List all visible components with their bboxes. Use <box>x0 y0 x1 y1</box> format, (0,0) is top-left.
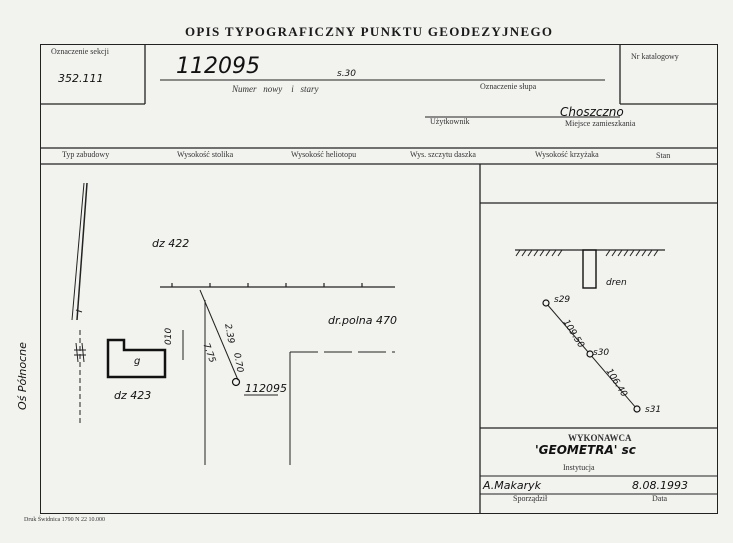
dimension-label: 2.39 <box>222 323 236 345</box>
pillar-label: Oznaczenie słupa <box>480 82 537 91</box>
point-s30-label: s30 <box>593 348 610 358</box>
drain-label: dren <box>606 278 627 288</box>
dimension-label: 0.70 <box>231 352 245 374</box>
column-header: Wysokość stolika <box>177 150 234 159</box>
company-name: 'GEOMETRA' sc <box>535 443 636 457</box>
place-value: Choszczno <box>560 105 624 119</box>
point-s29 <box>543 300 549 306</box>
point-label: 112095 <box>245 382 287 395</box>
point-s31 <box>634 406 640 412</box>
date-label: Data <box>652 494 668 503</box>
parcel-upper-label: dz 422 <box>152 237 190 250</box>
prepared-by-label: Sporządził <box>513 494 548 503</box>
drain-post <box>583 250 596 288</box>
prepared-by: A.Makaryk <box>483 479 541 492</box>
old-number: s.30 <box>337 69 357 79</box>
distance-label: 109.50 <box>560 318 586 351</box>
column-header: Wys. szczytu daszka <box>410 150 476 159</box>
document-title: OPIS TYPOGRAFICZNY PUNKTU GEODEZYJNEGO <box>185 24 554 39</box>
distance-label: 106.40 <box>603 367 629 400</box>
catalog-label: Nr katalogowy <box>631 52 679 61</box>
column-header: Wysokość heliotopu <box>291 150 357 159</box>
place-label: Miejsce zamieszkania <box>565 119 636 128</box>
point-s29-label: s29 <box>554 295 571 305</box>
section-label: Oznaczenie sekcji <box>51 47 109 56</box>
point-marker <box>233 379 240 386</box>
point-s31-label: s31 <box>645 405 662 415</box>
dimension-label: 010 <box>164 327 174 345</box>
section-value: 352.111 <box>58 72 104 85</box>
axis-label: Oś Północne <box>16 342 29 410</box>
building-label: g <box>134 356 141 367</box>
column-header: Wysokość krzyżaka <box>535 150 599 159</box>
print-note: Druk Świdnica 1790 N 22 10.000 <box>24 517 105 523</box>
column-header: Typ zabudowy <box>62 150 110 159</box>
date-value: 8.08.1993 <box>632 479 688 492</box>
number-label: Numer nowy i stary <box>232 84 319 94</box>
dimension-label: 7.75 <box>200 342 217 365</box>
point-number: 112095 <box>176 54 260 79</box>
road-label: dr.polna 470 <box>328 314 397 327</box>
column-header: Stan <box>656 151 671 160</box>
contractor-label: WYKONAWCA <box>568 433 632 443</box>
parcel-lower-label: dz 423 <box>114 389 152 402</box>
user-label: Użytkownik <box>430 117 470 126</box>
institution-label: Instytucja <box>563 463 595 472</box>
